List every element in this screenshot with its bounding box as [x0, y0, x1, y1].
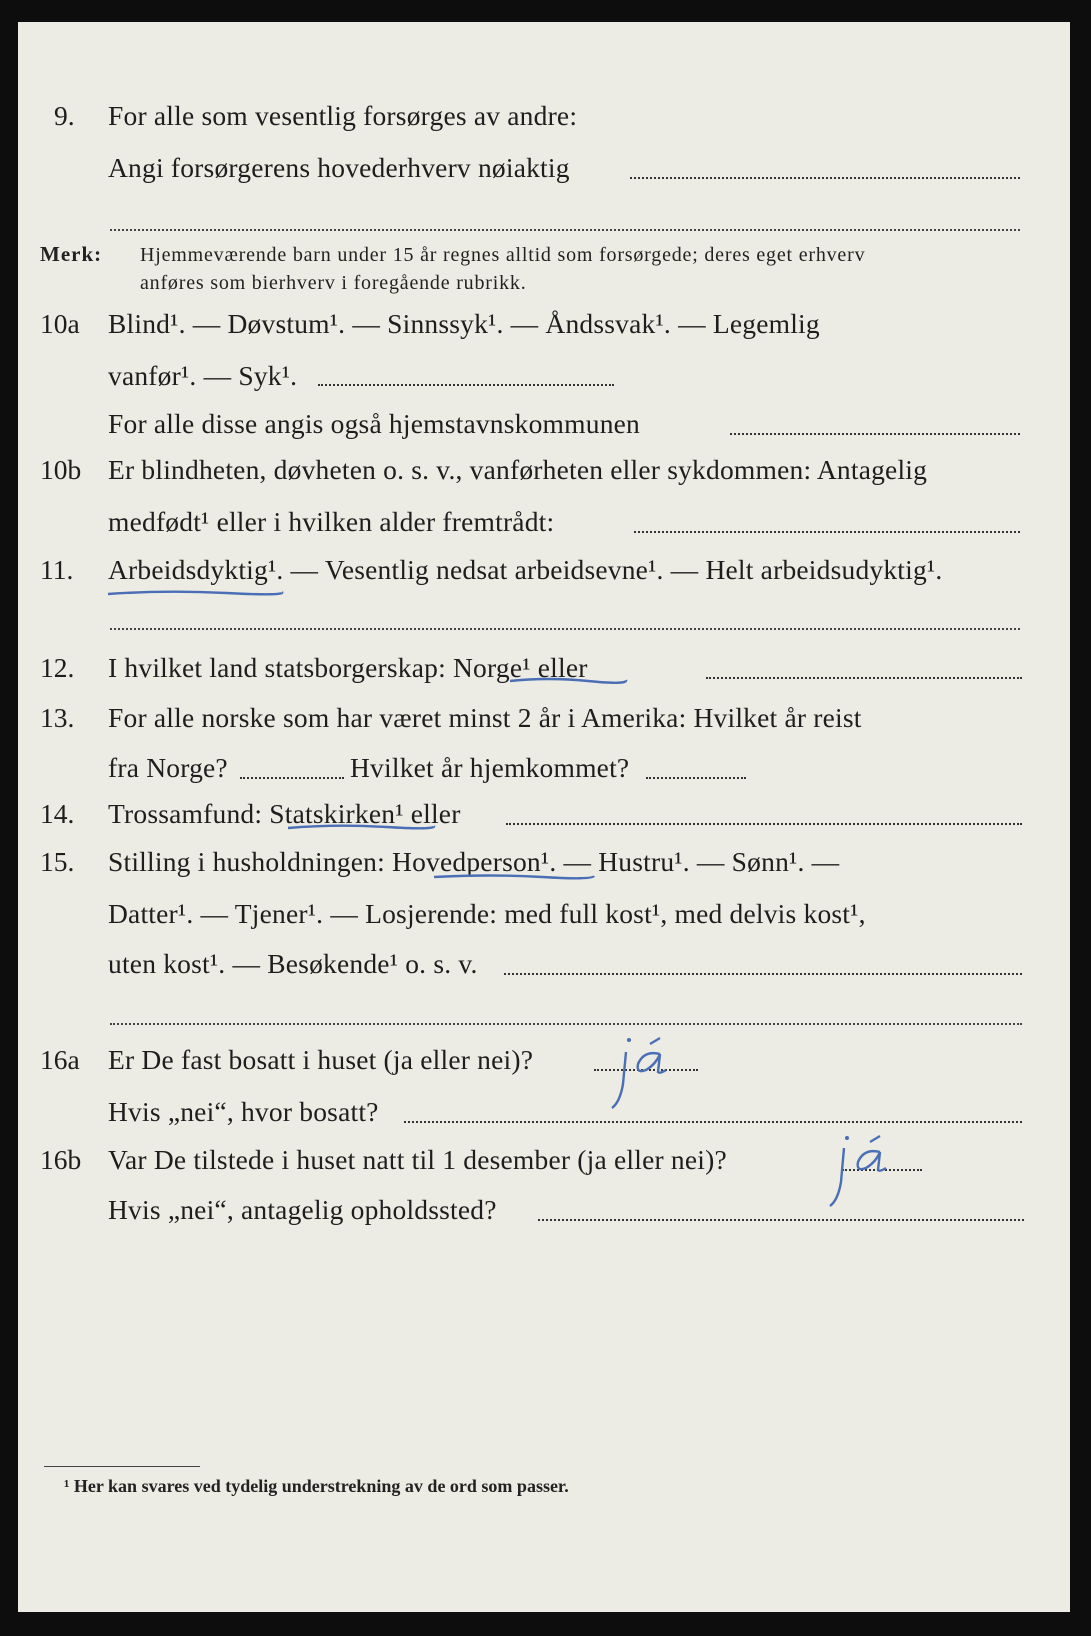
- q10a-line3: For alle disse angis også hjemstavnskommunen: [108, 408, 640, 439]
- q10a-line1: Blind¹. — Døvstum¹. — Sinnssyk¹. — Åndssvak¹. — Legemlig: [108, 308, 820, 339]
- q16b-line1: Var De tilstede i huset natt til 1 desember (ja eller nei)?: [108, 1144, 727, 1175]
- arbeidsdyktig-underline: [106, 588, 286, 598]
- q10a-hometown-line[interactable]: [730, 433, 1020, 435]
- q10b-line2: medfødt¹ eller i hvilken alder fremtrådt:: [108, 506, 555, 537]
- q15-answer-line-2[interactable]: [110, 1023, 1022, 1025]
- q11-number: 11.: [40, 554, 74, 585]
- q11-line1: Arbeidsdyktig¹. — Vesentlig nedsat arbeidsevne¹. — Helt arbeidsudyktig¹.: [108, 554, 943, 585]
- norge-underline: [508, 676, 628, 686]
- merk-line1: Hjemmeværende barn under 15 år regnes alltid som forsørgede; deres eget erhverv: [140, 244, 866, 266]
- q14-answer-line[interactable]: [506, 823, 1022, 825]
- q12-answer-line[interactable]: [706, 677, 1022, 679]
- q16a-number: 16a: [40, 1044, 80, 1075]
- q13-line2a: fra Norge?: [108, 752, 228, 783]
- q10b-number: 10b: [40, 454, 82, 485]
- q9-number: 9.: [54, 100, 75, 131]
- hovedperson-underline: [432, 872, 596, 882]
- census-form-page: [18, 22, 1070, 1612]
- q11-answer-line[interactable]: [110, 628, 1020, 630]
- q16a-residence-line[interactable]: [404, 1121, 1022, 1123]
- q15-line1: Stilling i husholdningen: Hovedperson¹. — Hustru¹. — Sønn¹. —: [108, 846, 840, 877]
- q15-line3: uten kost¹. — Besøkende¹ o. s. v.: [108, 948, 478, 979]
- q13-return-line[interactable]: [646, 777, 746, 779]
- q14-number: 14.: [40, 798, 75, 829]
- q15-line2: Datter¹. — Tjener¹. — Losjerende: med full kost¹, med delvis kost¹,: [108, 898, 866, 929]
- q15-number: 15.: [40, 846, 75, 877]
- q16a-line2: Hvis „nei“, hvor bosatt?: [108, 1096, 379, 1127]
- q13-departure-line[interactable]: [240, 777, 344, 779]
- q10b-answer-line[interactable]: [634, 531, 1020, 533]
- q15-answer-line[interactable]: [504, 973, 1022, 975]
- q16a-line1: Er De fast bosatt i huset (ja eller nei)?: [108, 1044, 534, 1075]
- merk-label: Merk:: [40, 242, 103, 266]
- q14-line1: Trossamfund: Statskirken¹ eller: [108, 798, 461, 829]
- q9-line2: Angi forsørgerens hovederhverv nøiaktig: [108, 152, 570, 183]
- footnote: ¹ Her kan svares ved tydelig understrekning av de ord som passer.: [64, 1476, 569, 1496]
- q13-line2b: Hvilket år hjemkommet?: [350, 752, 630, 783]
- q16b-residence-line[interactable]: [538, 1219, 1024, 1221]
- q12-number: 12.: [40, 652, 75, 683]
- q10a-line2: vanfør¹. — Syk¹.: [108, 360, 298, 391]
- merk-line2: anføres som bierhverv i foregående rubrikk.: [140, 272, 527, 294]
- q10a-number: 10a: [40, 308, 80, 339]
- q9-answer-line[interactable]: [630, 177, 1020, 179]
- q10a-answer-line[interactable]: [318, 384, 614, 386]
- footnote-separator: [44, 1466, 200, 1467]
- q13-number: 13.: [40, 702, 75, 733]
- q12-line1: I hvilket land statsborgerskap: Norge¹ eller: [108, 652, 588, 683]
- q16b-line2: Hvis „nei“, antagelig opholdssted?: [108, 1194, 497, 1225]
- q16b-handwritten-answer: [814, 1126, 904, 1216]
- q13-line1: For alle norske som har været minst 2 år i Amerika: Hvilket år reist: [108, 702, 862, 733]
- q16b-number: 16b: [40, 1144, 82, 1175]
- q9-answer-line-2[interactable]: [110, 229, 1020, 231]
- q16a-handwritten-answer: [602, 1024, 682, 1114]
- statskirken-underline: [286, 822, 436, 832]
- q9-line1: For alle som vesentlig forsørges av andre:: [108, 100, 578, 131]
- q10b-line1: Er blindheten, døvheten o. s. v., vanførheten eller sykdommen: Antagelig: [108, 454, 928, 485]
